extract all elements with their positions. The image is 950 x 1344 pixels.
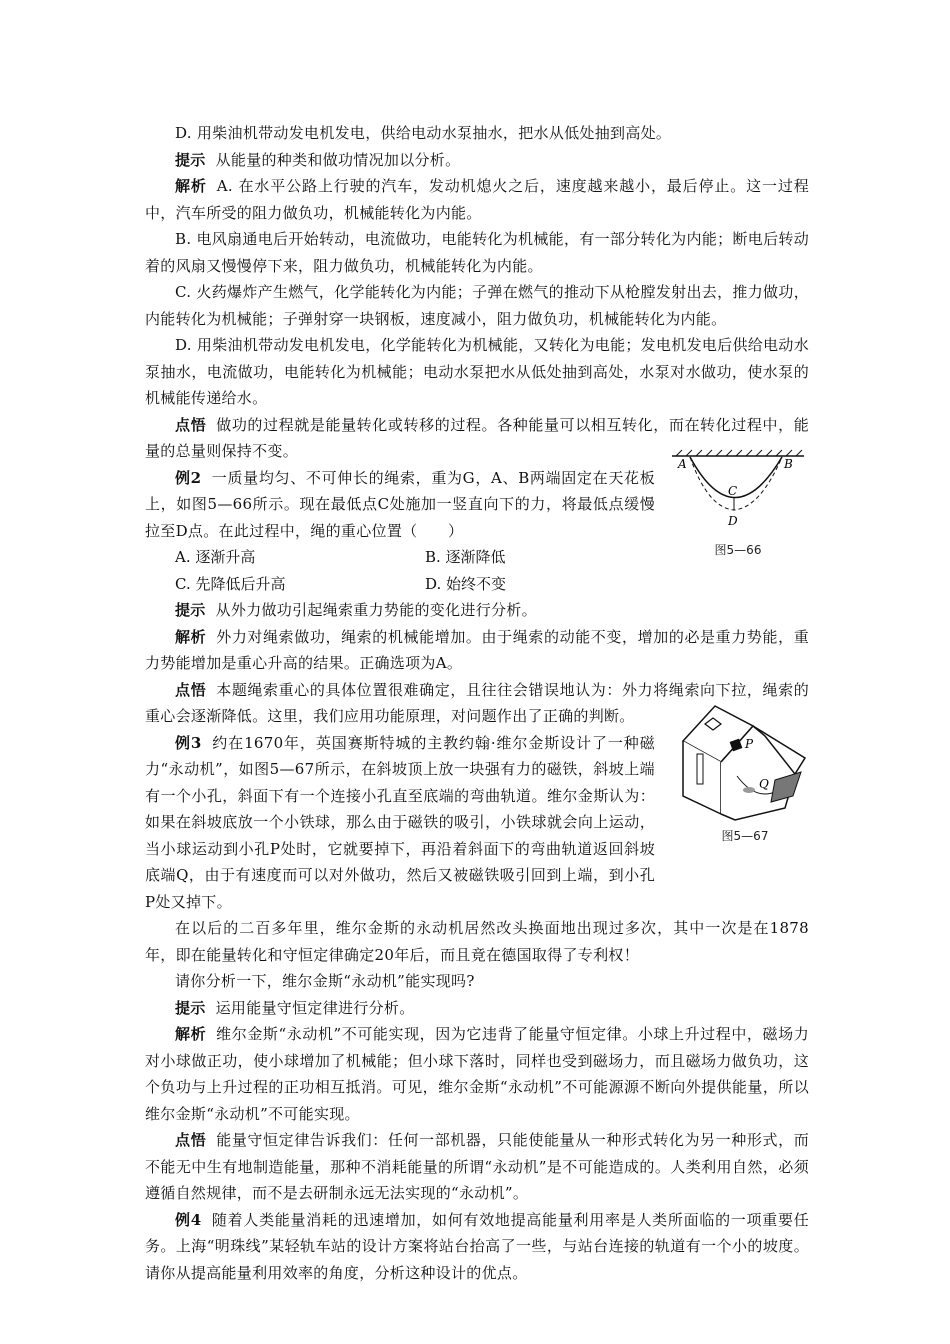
label-d: D <box>728 514 738 528</box>
figure-5-67 <box>675 696 815 844</box>
perpetual-motion-diagram <box>675 696 815 824</box>
option-d: D. 始终不变 <box>425 574 507 593</box>
analysis-2 <box>145 624 809 677</box>
analysis-1-c: C. 火药爆炸产生燃气，化学能转化为内能；子弹在燃气的推动下从枪膛发射出去，推力做功，内能转化为机械能；子弹射穿一块钢板，速度减小，阻力做负功，机械能转化为内能。 <box>145 283 809 328</box>
hint-text: 从外力做功引起绳索重力势能的变化进行分析。 <box>215 601 537 619</box>
analysis-3 <box>145 1021 809 1127</box>
insight-text: 做功的过程就是能量转化或转移的过程。各种能量可以相互转化，而在转化过程中，能量的总量则保持不变。 <box>145 415 809 460</box>
hint-label: 提示 <box>175 150 206 169</box>
example-label: 例3 <box>175 733 202 752</box>
figure-5-66 <box>668 448 808 558</box>
label-q: Q <box>759 777 769 791</box>
example-4 <box>145 1207 809 1287</box>
option-d-text: D. 用柴油机带动发电机发电，供给电动水泵抽水，把水从低处抽到高处。 <box>175 124 672 142</box>
example-label: 例4 <box>175 1210 202 1229</box>
analysis-text: A. 在水平公路上行驶的汽车，发动机熄火之后，速度越来越小，最后停止。这一过程中，汽车所受的阻力做负功，机械能转化为内能。 <box>145 177 809 222</box>
label-a: A <box>678 457 687 471</box>
hint-3 <box>145 995 809 1022</box>
option-a: A. 逐渐升高 <box>175 548 256 566</box>
example-text: 随着人类能量消耗的迅速增加，如何有效地提高能量利用率是人类所面临的一项重要任务。上海“明珠线”某轻轨车站的设计方案将站台抬高了一些，与站台连接的轨道有一个小的坡度。请你从提高能量利用效率的角度，分析这种设计的优点。 <box>145 1210 809 1282</box>
analysis-label: 解析 <box>175 627 207 646</box>
insight-label: 点悟 <box>175 415 207 434</box>
insight-text: 能量守恒定律告诉我们：任何一部机器，只能使能量从一种形式转化为另一种形式，而不能无中生有地制造能量，那种不消耗能量的所谓“永动机”是不可能造成的。人类利用自然，必须遵循自然规律，而不是去研制永远无法实现的“永动机”。 <box>145 1131 809 1202</box>
options-row-2 <box>145 571 809 598</box>
label-p: P <box>745 737 754 751</box>
option-b: B. 逐渐降低 <box>425 548 506 566</box>
analysis-label: 解析 <box>175 177 207 195</box>
example-text: 约在1670年，英国赛斯特城的主教约翰·维尔金斯设计了一种磁力“永动机”，如图5—67所示，在斜坡顶上放一块强有力的磁铁，斜坡上端有一个小孔，斜面下有一个连接小孔直至底端的弯曲轨道。维尔金斯认为：如果在斜坡底放一个小铁球，那么由于磁铁的吸引，小铁球就会向上运动，当小球运动到小孔P处时，它就要掉下，再沿着斜面下的弯曲轨道返回斜坡底端Q，由于有速度而可以对外做功，然后又被磁铁吸引回到上端，到小孔P处又掉下。 <box>145 733 655 911</box>
figure-caption: 图5—66 <box>714 543 762 557</box>
analysis-label: 解析 <box>175 1025 207 1043</box>
analysis-1-a <box>145 173 809 226</box>
hint-label: 提示 <box>175 998 206 1017</box>
hint-label: 提示 <box>175 601 206 619</box>
analysis-text: 维尔金斯“永动机”不可能实现，因为它违背了能量守恒定律。小球上升过程中，磁场力对小球做正功，使小球增加了机械能；但小球下落时，同样也受到磁场力，而且磁场力做负功，这个负功与上升过程的正功相互抵消。可见，维尔金斯“永动机”不可能源源不断向外提供能量，所以维尔金斯“永动机”不可能实现。 <box>145 1025 809 1123</box>
insight-label: 点悟 <box>175 680 207 699</box>
insight-3 <box>145 1127 809 1207</box>
hint-text: 运用能量守恒定律进行分析。 <box>215 998 415 1017</box>
example-2 <box>145 465 655 545</box>
insight-text: 本题绳索重心的具体位置很难确定，且往往会错误地认为：外力将绳索向下拉，绳索的重心会逐渐降低。这里，我们应用功能原理，对问题作出了正确的判断。 <box>145 680 809 725</box>
example-3-continued: 在以后的二百多年里，维尔金斯的永动机居然改头换面地出现过多次，其中一次是在1878年，即在能量转化和守恒定律确定20年后，而且竟在德国取得了专利权！ <box>145 919 809 964</box>
example-text: 一质量均匀、不可伸长的绳索，重为G，A、B两端固定在天花板上，如图5—66所示。现在最低点C处施加一竖直向下的力，将最低点缓慢拉至D点。在此过程中，绳的重心位置（ ） <box>145 468 655 540</box>
label-b: B <box>784 457 793 471</box>
option-c: C. 先降低后升高 <box>175 574 286 593</box>
rope-diagram <box>668 448 808 538</box>
analysis-1-d: D. 用柴油机带动发电机发电，化学能转化为机械能，又转化为电能；发电机发电后供给电动水泵抽水，电流做功，电能转化为机械能；电动水泵把水从低处抽到高处，水泵对水做功，使水泵的机械能传递给水。 <box>145 336 809 407</box>
example-label: 例2 <box>175 468 202 487</box>
example-3-question: 请你分析一下，维尔金斯“永动机”能实现吗? <box>175 972 475 990</box>
insight-label: 点悟 <box>175 1131 207 1149</box>
hint-text: 从能量的种类和做功情况加以分析。 <box>215 150 461 169</box>
hint-1 <box>145 147 809 174</box>
analysis-text: 外力对绳索做功，绳索的机械能增加。由于绳索的动能不变，增加的必是重力势能，重力势能增加是重心升高的结果。正确选项为A。 <box>145 627 809 672</box>
figure-caption: 图5—67 <box>721 829 769 843</box>
hint-2 <box>145 597 809 624</box>
example-3 <box>145 730 655 916</box>
analysis-1-b: B. 电风扇通电后开始转动，电流做功，电能转化为机械能，有一部分转化为内能；断电后转动着的风扇又慢慢停下来，阻力做负功，机械能转化为内能。 <box>145 230 809 275</box>
label-c: C <box>728 484 738 498</box>
